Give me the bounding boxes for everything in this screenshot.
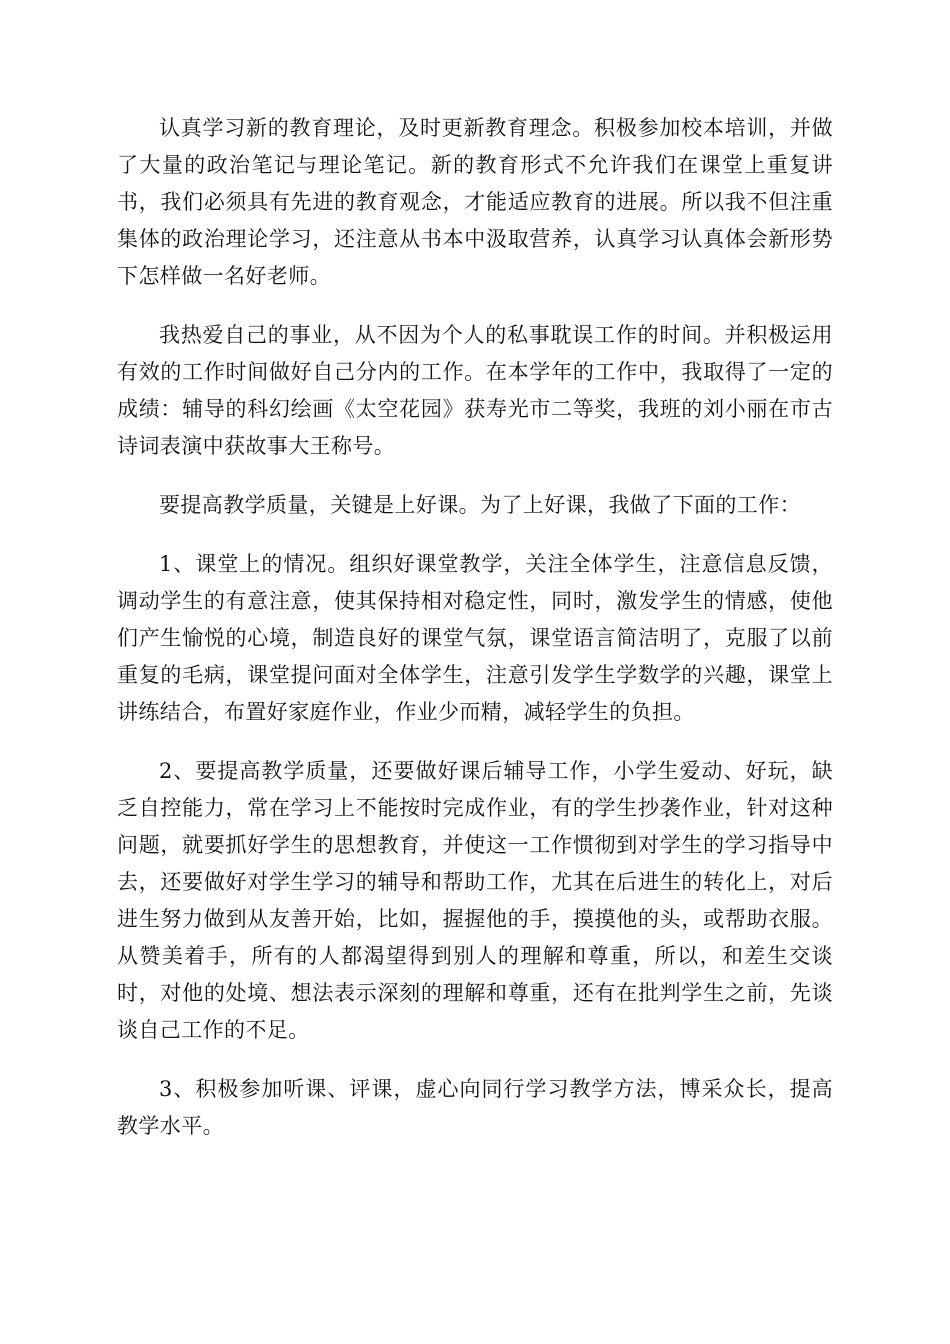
paragraph-love-career: 我热爱自己的事业，从不因为个人的私事耽误工作的时间。并积极运用有效的工作时间做好自己分内的工作。在本学年的工作中，我取得了一定的成绩：辅导的科幻绘画《太空花园》获寿光市二等奖，我班的刘小丽在市古诗词表演中获故事大王称号。 [117, 323, 833, 458]
document-body [117, 110, 833, 1167]
paragraph-study-theory: 认真学习新的教育理论，及时更新教育理念。积极参加校本培训，并做了大量的政治笔记与理论笔记。新的教育形式不允许我们在课堂上重复讲书，我们必须具有先进的教育观念，才能适应教育的进展。所以我不但注重集体的政治理论学习，还注意从书本中汲取营养，认真学习认真体会新形势下怎样做一名好老师。 [117, 116, 833, 288]
paragraph-item-2-tutoring: 2、要提高教学质量，还要做好课后辅导工作，小学生爱动、好玩，缺乏自控能力，常在学习上不能按时完成作业，有的学生抄袭作业，针对这种问题，就要抓好学生的思想教育，并使这一工作惯彻到对学生的学习指导中去，还要做好对学生学习的辅导和帮助工作，尤其在后进生的转化上，对后进生努力做到从友善开始，比如，握握他的手，摸摸他的头，或帮助衣服。从赞美着手，所有的人都渴望得到别人的理解和尊重，所以，和差生交谈时，对他的处境、想法表示深刻的理解和尊重，还有在批判学生之前，先谈谈自己工作的不足。 [117, 759, 833, 1042]
paragraph-improve-quality: 要提高教学质量，关键是上好课。为了上好课，我做了下面的工作： [159, 493, 801, 517]
paragraph-item-1-classroom: 1、课堂上的情况。组织好课堂教学，关注全体学生，注意信息反馈，调动学生的有意注意，使其保持相对稳定性，同时，激发学生的情感，使他们产生愉悦的心境，制造良好的课堂气氛，课堂语言简洁明了，克服了以前重复的毛病，课堂提问面对全体学生，注意引发学生学数学的兴趣，课堂上讲练结合，布置好家庭作业，作业少而精，减轻学生的负担。 [117, 552, 833, 724]
paragraph-item-3-observation: 3、积极参加听课、评课，虚心向同行学习教学方法，博采众长，提高教学水平。 [117, 1077, 833, 1138]
